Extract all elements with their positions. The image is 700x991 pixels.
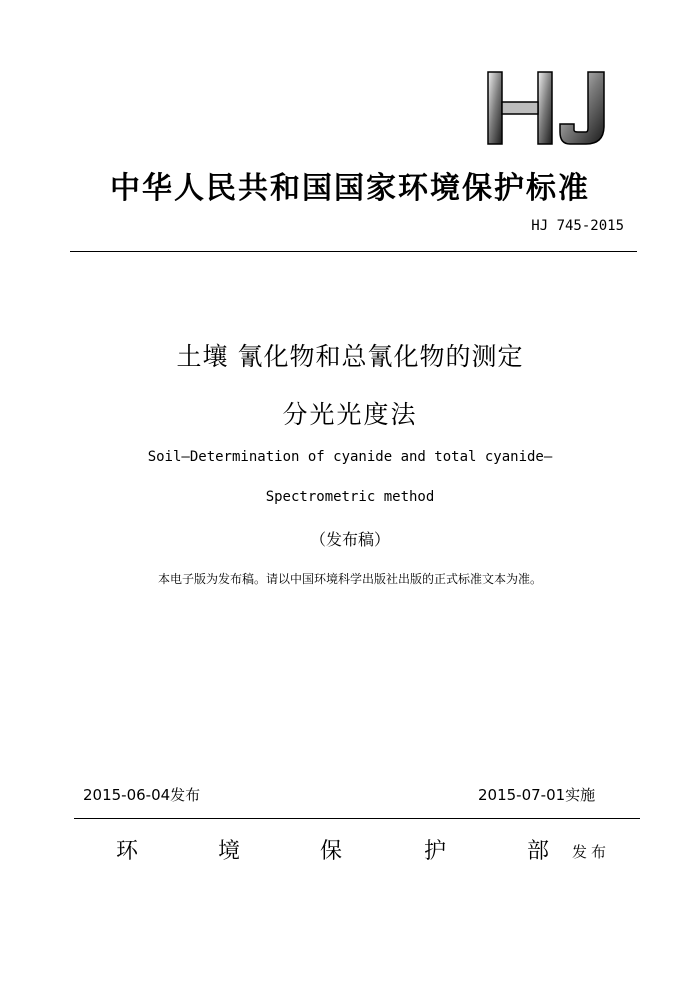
issuer-char: 护 — [424, 839, 447, 864]
top-divider — [70, 251, 637, 252]
publish-date: 2015-06-04发布 — [83, 786, 201, 804]
issuer-char: 保 — [320, 839, 343, 864]
draft-label: （发布稿） — [309, 530, 390, 549]
issuer-suffix: 发布 — [572, 843, 611, 861]
title-chinese-line-2: 分光光度法 — [282, 400, 418, 429]
issuer-char: 境 — [218, 839, 241, 864]
hj-logo — [484, 68, 612, 148]
title-english-line-2: Spectrometric method — [265, 489, 435, 505]
issuer-char: 环 — [116, 839, 139, 864]
title-english-line-1: Soil—Determination of cyanide and total cyanide— — [147, 449, 553, 465]
standard-title: 中华人民共和国国家环境保护标准 — [110, 171, 590, 206]
issuer-char: 部 — [527, 839, 550, 864]
implementation-date: 2015-07-01实施 — [478, 786, 596, 804]
edition-note: 本电子版为发布稿。请以中国环境科学出版社出版的正式标准文本为准。 — [157, 572, 542, 586]
standard-number: HJ 745-2015 — [531, 218, 624, 234]
title-chinese-line-1: 土壤 氰化物和总氰化物的测定 — [176, 342, 524, 371]
bottom-divider — [74, 818, 640, 819]
